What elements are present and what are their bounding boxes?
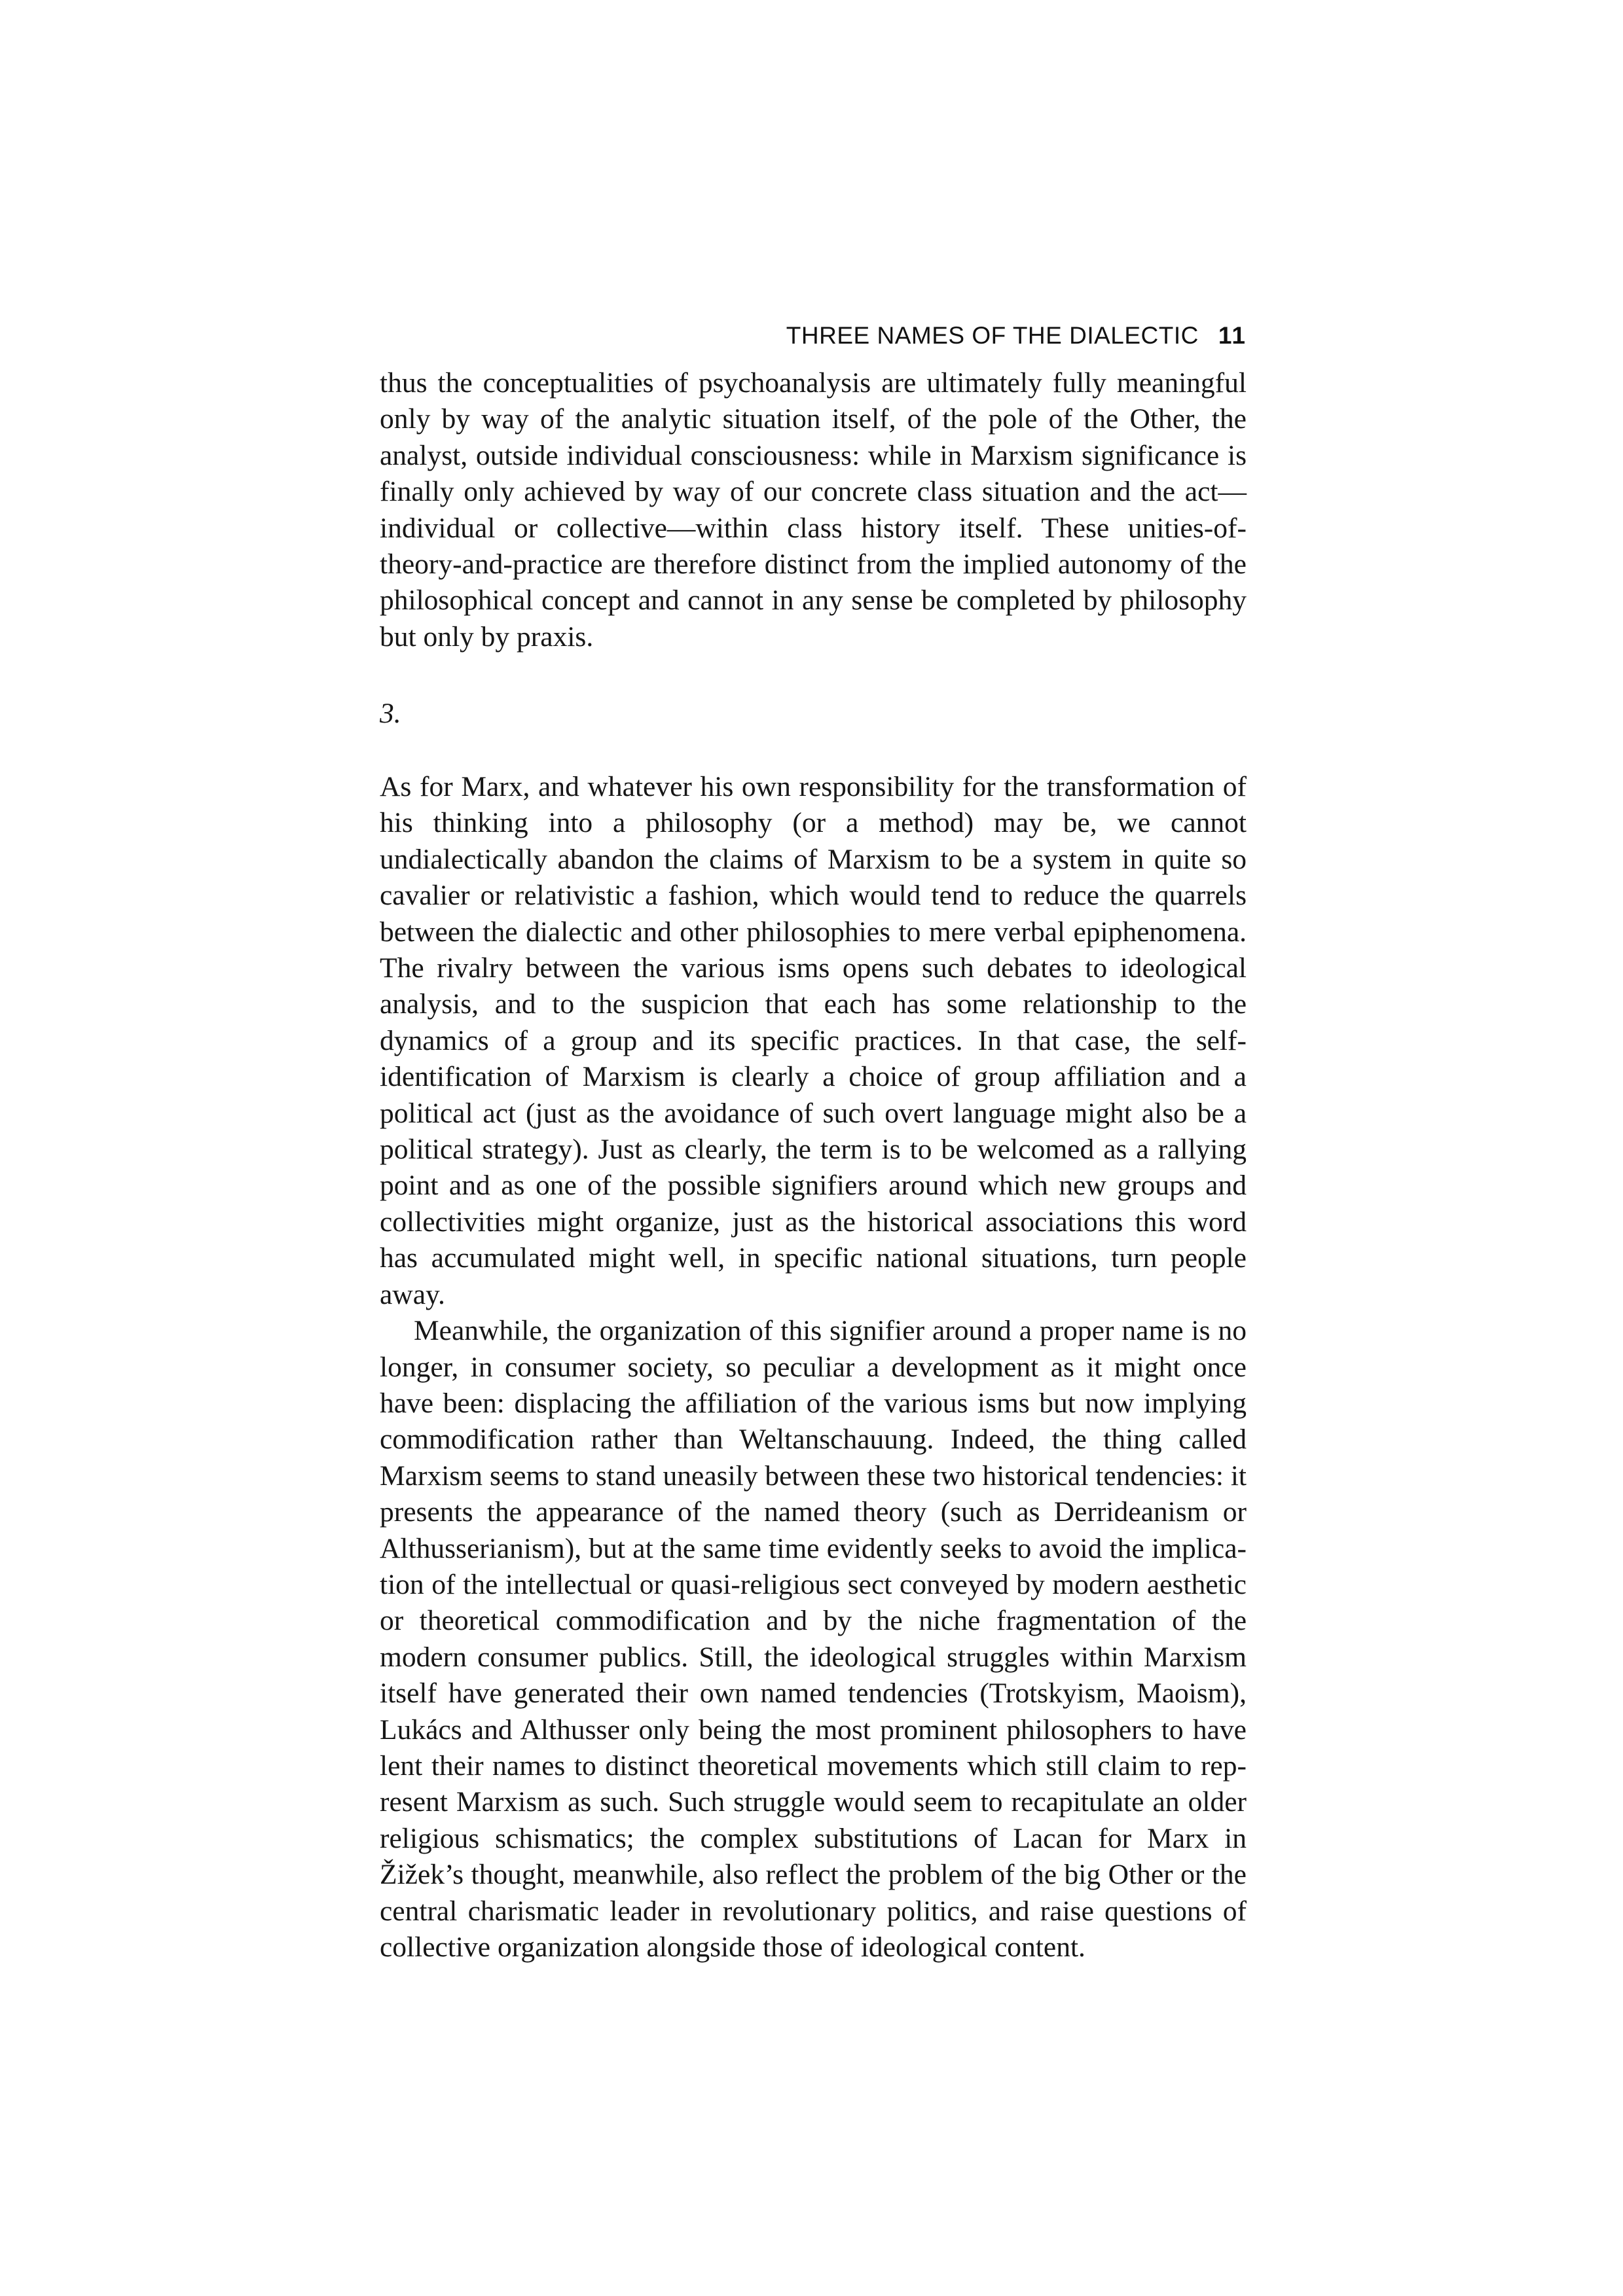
body-paragraph: thus the conceptualities of psychoanalysis are ultimately fully meaningful only by way of the analytic situation itself, of the pole of the Other, the analyst, outside individual consciousness: while in Marxism significance is finally only achieved by way of our concrete class situation and the act—individual or collective—within class history itself. These unities-of-theory-and-practice are therefore distinct from the implied autonomy of the philosophical concept and cannot in any sense be completed by philosophy but only by praxis. [380, 367, 1247, 653]
page-number: 11 [1218, 322, 1247, 349]
running-head [380, 322, 1247, 355]
body-paragraph: Meanwhile, the organization of this signifier around a proper name is no longer, in consumer society, so peculiar a development as it might once have been: displacing the affiliation of the various isms but now implying commodification rather than Weltanschauung. Indeed, the thing called Marxism seems to stand uneasily between these two historical tendencies: it presents the appearance of the named theory (such as Derrideanism or Althusserianism), but at the same time evidently seeks to avoid the implication of the intellectual or quasi-religious sect conveyed by modern aesthetic or theoretical commodification and by the niche fragmentation of the modern consumer publics. Still, the ideological struggles within Marxism itself have generated their own named tendencies (Trotskyism, Maoism), Lukács and Althusser only being the most prominent philosophers to have lent their names to distinct theoretical movements which still claim to represent Marxism as such. Such struggle would seem to recapitulate an older religious schismatics; the complex substitutions of Lacan for Marx in Žižek’s thought, meanwhile, also reflect the problem of the big Other or the central charismatic leader in revolutionary politics, and raise questions of collective organization alongside those of ideological content. [380, 1315, 1247, 1963]
running-head-title: THREE NAMES OF THE DIALECTIC [786, 322, 1199, 349]
section-text-block [380, 769, 1247, 1965]
section-number: 3. [380, 698, 401, 729]
body-paragraph: As for Marx, and whatever his own responsibility for the transformation of his thinking into a philosophy (or a method) may be, we cannot undialectically abandon the claims of Marxism to be a system in quite so cavalier or relativistic a fashion, which would tend to reduce the quarrels between the dialectic and other philosophies to mere verbal epiphenomena. The rivalry between the various isms opens such debates to ideological analysis, and to the suspicion that each has some relationship to the dynamics of a group and its specific practices. In that case, the self-identification of Marxism is clearly a choice of group affiliation and a political act (just as the avoidance of such overt language might also be a political strategy). Just as clearly, the term is to be welcomed as a rallying point and as one of the possible signifiers around which new groups and collectivities might organize, just as the historical associations this word has accumulated might well, in specific national situations, turn people away. [380, 771, 1247, 1310]
continued-text-block [380, 365, 1247, 655]
